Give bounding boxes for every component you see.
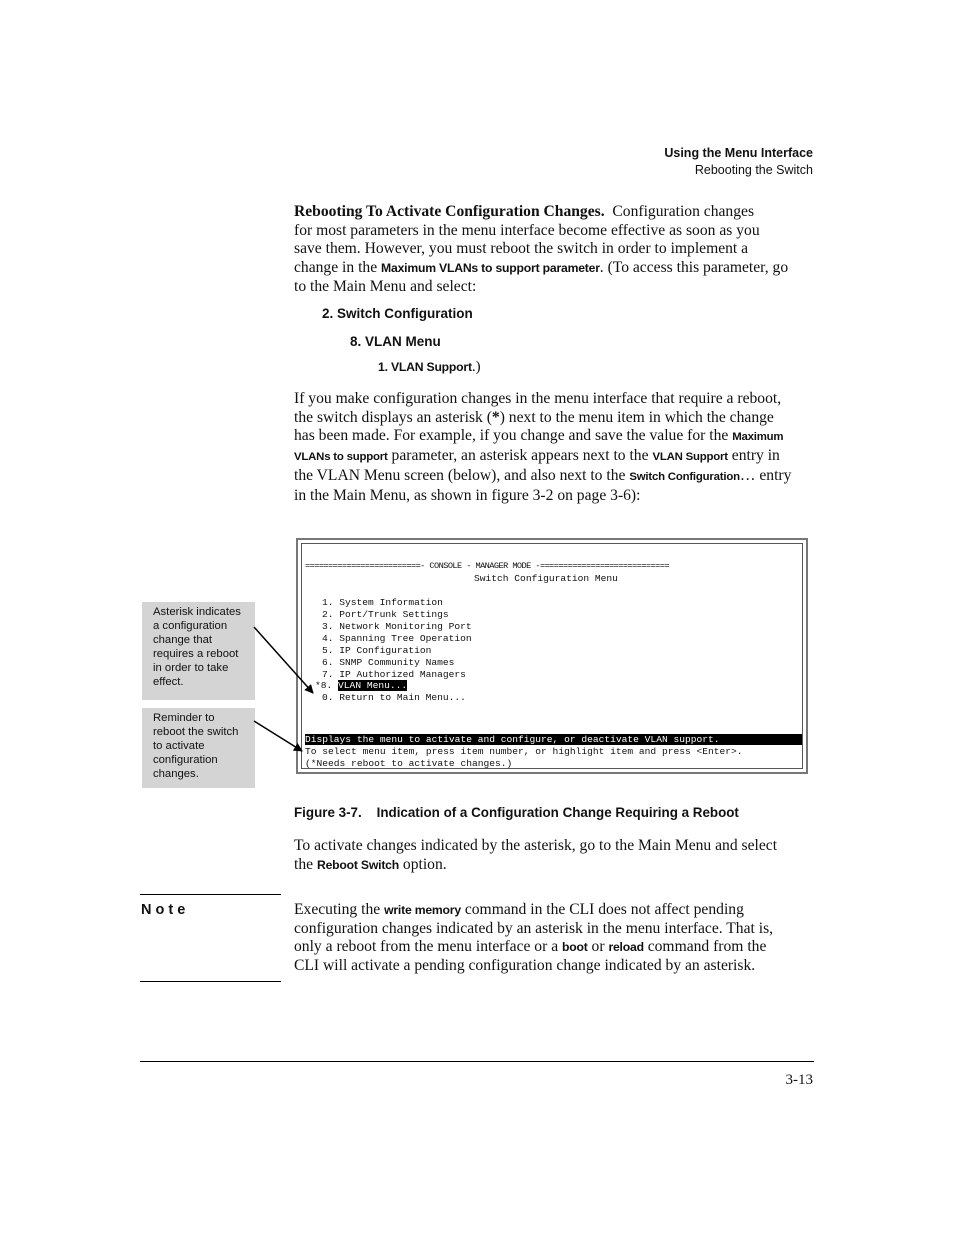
note-label: N o t e: [141, 902, 186, 918]
console-banner: =========================- CONSOLE - MANAGER MODE -============================: [305, 561, 669, 571]
menu-step-vlan-menu: 8. VLAN Menu: [350, 334, 441, 349]
console-help-line: To select menu item, press item number, or highlight item and press <Enter>.: [305, 746, 743, 757]
menu-step-vlan-support: 1. VLAN Support.): [378, 359, 481, 375]
note-top-rule: [140, 894, 281, 895]
callout-reminder: Reminder to reboot the switch to activate configuration changes.: [142, 708, 255, 788]
page-number: 3-13: [785, 1072, 813, 1088]
figure-title: Indication of a Configuration Change Requiring a Reboot: [376, 805, 739, 820]
leader-line-asterisk: [254, 627, 313, 693]
footer-rule: [140, 1061, 814, 1062]
figure-number: Figure 3-7.: [294, 805, 362, 820]
parameter-keyword: Maximum VLANs to support parameter: [381, 261, 600, 276]
running-header-subsection: Rebooting the Switch: [694, 163, 813, 177]
reboot-paragraph: Rebooting To Activate Configuration Changes. Configuration changes for most parameters in the menu interface become effective as soon as you save them. However, you must reboot the switch in order to implement a change in the Maximum VLANs to support parameter. (To access this parameter, go to the Main Menu and select:: [294, 203, 789, 295]
callout-asterisk: Asterisk indicates a configuration change that requires a reboot in order to take effect.: [142, 602, 255, 700]
note-text: Executing the write memory command in the CLI does not affect pending configuration changes indicated by an asterisk in the menu interface. That is, only a reboot from the menu interface or a boot or reload command from the CLI will activate a pending configuration change indicated by an asterisk.: [294, 901, 774, 975]
console-menu-item: 6. SNMP Community Names: [322, 657, 455, 668]
leader-line-reminder: [254, 721, 302, 751]
console-menu-item: 1. System Information: [322, 597, 443, 608]
figure-caption: [294, 805, 739, 820]
console-menu-item: 5. IP Configuration: [322, 645, 432, 656]
asterisk-paragraph: If you make configuration changes in the menu interface that require a reboot, the switch displays an asterisk (*) next to the menu item in which the change has been made. For example, if you change and save the value for the Maximum VLANs to support parameter, an asterisk appears next to the VLAN Support entry in the VLAN Menu screen (below), and also next to the Switch Configuration… entry in the Main Menu, as shown in figure 3-2 on page 3-6):: [294, 390, 792, 504]
vlan-menu-highlight: VLAN Menu...: [338, 680, 408, 691]
console-menu-item: 3. Network Monitoring Port: [322, 621, 472, 632]
activate-paragraph: To activate changes indicated by the asterisk, go to the Main Menu and select the Reboot Switch option.: [294, 837, 778, 873]
console-menu-item: 0. Return to Main Menu...: [322, 692, 466, 703]
console-menu-item: 2. Port/Trunk Settings: [322, 609, 449, 620]
console-status-bar: Displays the menu to activate and configure, or deactivate VLAN support.: [305, 734, 802, 745]
paragraph-lead: Rebooting To Activate Configuration Changes.: [294, 203, 605, 220]
menu-step-switch-configuration: 2. Switch Configuration: [322, 306, 473, 321]
console-menu-item: 4. Spanning Tree Operation: [322, 633, 472, 644]
asterisk-marker: *8.: [315, 680, 333, 691]
console-menu-item: 7. IP Authorized Managers: [322, 669, 466, 680]
console-reboot-note: (*Needs reboot to activate changes.): [305, 758, 513, 769]
running-header-section: Using the Menu Interface: [664, 146, 813, 160]
note-bottom-rule: [140, 981, 281, 982]
console-title: Switch Configuration Menu: [474, 573, 618, 584]
